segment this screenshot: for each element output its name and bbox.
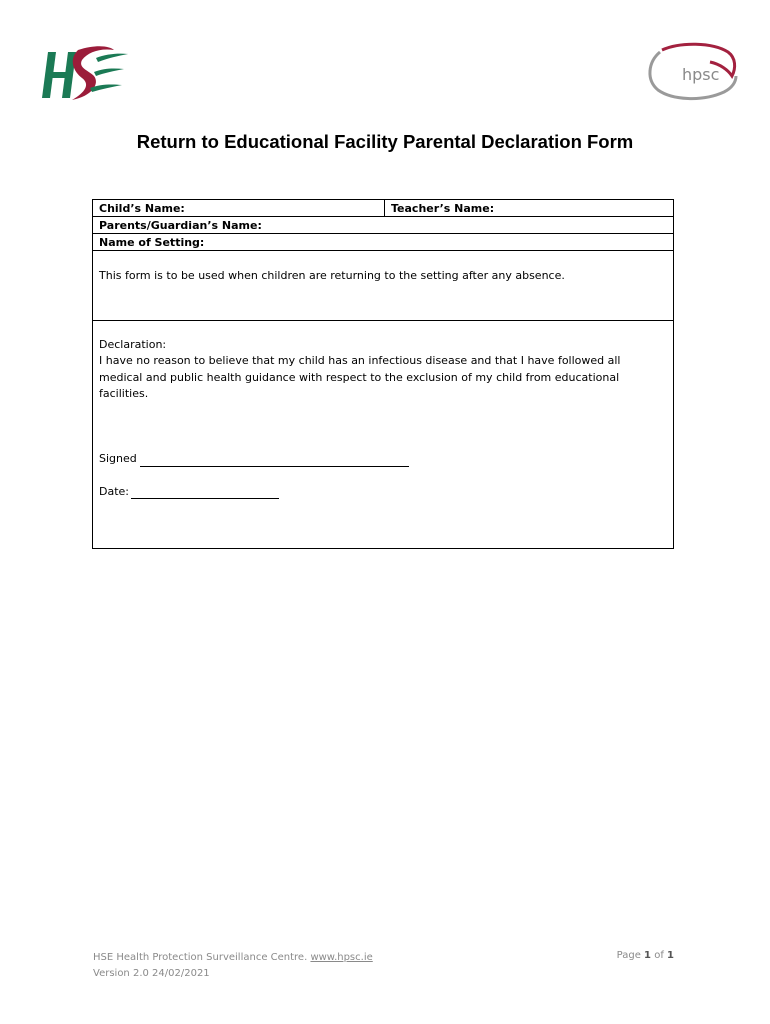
childs-name-label: Child’s Name:: [99, 202, 185, 215]
teachers-name-label: Teacher’s Name:: [391, 202, 495, 215]
footer-website-link[interactable]: www.hpsc.ie: [310, 952, 373, 963]
declaration-form: [92, 199, 674, 549]
svg-text:hpsc: hpsc: [682, 65, 720, 84]
form-row-usage-note: [93, 251, 673, 321]
footer-left: [93, 950, 373, 982]
declaration-text-line: facilities.: [99, 387, 149, 400]
date-line[interactable]: [131, 498, 279, 499]
signed-label: Signed: [99, 452, 137, 465]
page-title: Return to Educational Facility Parental Declaration Form: [136, 131, 634, 152]
signature-line[interactable]: [140, 466, 409, 467]
declaration-heading: Declaration:: [99, 338, 167, 351]
usage-note: This form is to be used when children are returning to the setting after any absence.: [99, 269, 565, 282]
footer-org-text: HSE Health Protection Surveillance Centre.: [93, 952, 308, 963]
declaration-text-line: medical and public health guidance with respect to the exclusion of my child from educational: [99, 371, 620, 384]
declaration-text-line: I have no reason to believe that my child has an infectious disease and that I have followed all: [99, 354, 621, 367]
setting-name-label: Name of Setting:: [99, 236, 205, 249]
form-row-parents: [93, 217, 673, 234]
page-of: of: [654, 950, 664, 961]
hse-logo: [38, 38, 130, 104]
page-number: [617, 950, 674, 961]
hpsc-logo: [640, 40, 738, 104]
date-label: Date:: [99, 485, 129, 498]
form-row-setting: [93, 234, 673, 251]
form-row-names: [93, 200, 673, 217]
page-total: 1: [667, 950, 674, 961]
page-current: 1: [644, 950, 652, 961]
cell-divider: [384, 200, 385, 217]
footer-version: Version 2.0 24/02/2021: [93, 968, 210, 979]
page-prefix: Page: [616, 950, 641, 961]
parents-name-label: Parents/Guardian’s Name:: [99, 219, 262, 232]
